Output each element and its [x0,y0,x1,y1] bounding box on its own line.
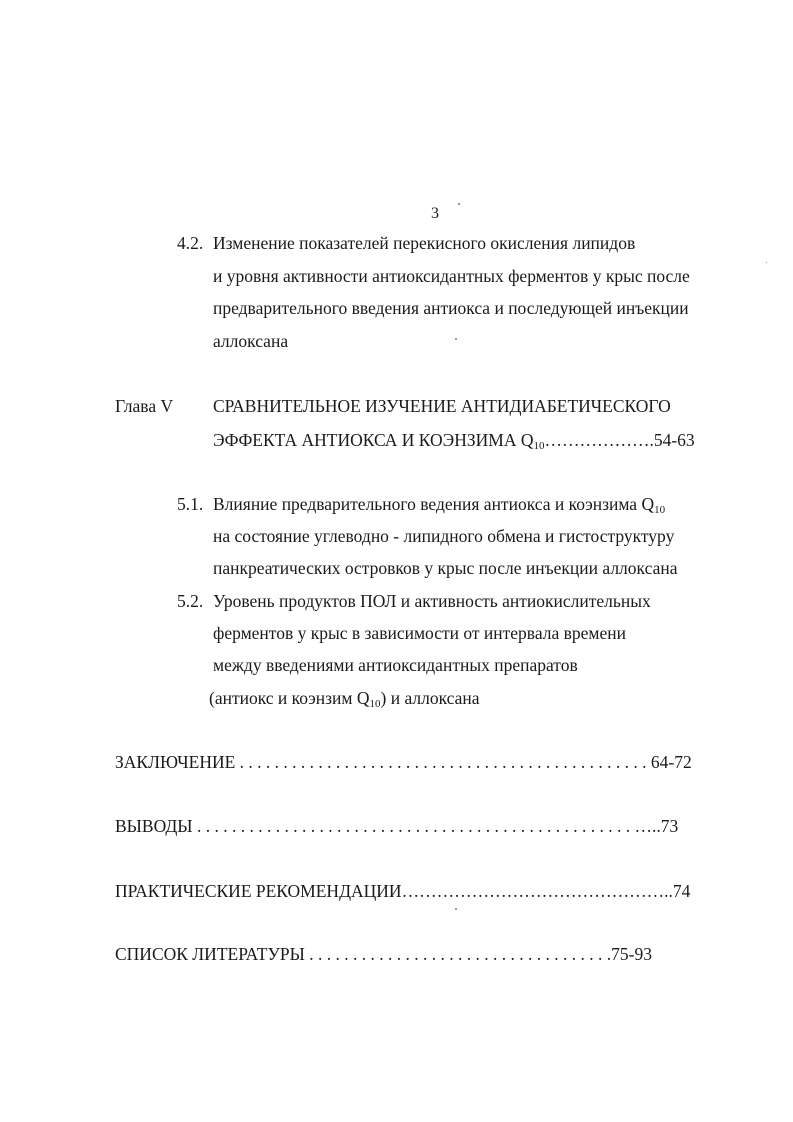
toc-entry-findings [115,818,678,836]
section-5-2-line-4a: (антиокс и коэнзим Q [209,688,370,708]
section-4-2-line-1: Изменение показателей перекисного окисления липидов [213,233,636,253]
section-5-1-line-1 [213,496,665,516]
chapter-5-subscript: 10 [533,440,545,452]
toc-entry-conclusion [115,754,692,772]
section-5-1-subscript: 10 [654,504,666,516]
page-number: 3 [431,205,439,222]
section-5-2-line-2: ферментов у крыс в зависимости от интервала времени [213,623,626,643]
section-5-2-line-4 [209,690,480,710]
section-5-2-subscript: 10 [369,698,381,710]
toc-dots: . . . . . . . . . . . . . . . . . . . . . . . . . . . . . . . . . . . . . . . . . . . . . . . . . . ….. [192,816,661,836]
section-5-2-line-4b: ) и аллоксана [380,688,480,708]
section-4-2-line-2: и уровня активности антиоксидантных ферментов у крыс после [213,266,690,286]
chapter-5-label: Глава V [115,396,174,416]
scan-speck [455,908,457,910]
section-5-1-line-3: панкреатических островков у крыс после инъекции аллоксана [213,558,678,578]
toc-pages: 73 [660,816,679,836]
section-5-1-line-1-text: Влияние предварительного ведения антиокса и коэнзима Q [213,494,655,514]
chapter-5-title-text: ЭФФЕКТА АНТИОКСА И КОЭНЗИМА Q [213,430,534,450]
section-4-2-line-4: аллоксана [213,331,289,351]
toc-dots: . . . . . . . . . . . . . . . . . . . . . . . . . . . . . . . . . . . . . . . . . . . . . . . [235,752,651,772]
chapter-5-title-line-2 [213,432,695,452]
section-5-1-number: 5.1. [177,494,204,514]
chapter-5-dots: ………………. [544,430,654,450]
toc-pages: 75-93 [611,944,652,964]
chapter-5-pages: 54-63 [653,430,695,450]
scan-speck [458,203,460,205]
toc-dots: . . . . . . . . . . . . . . . . . . . . . . . . . . . . . . . . . . . [304,944,612,964]
toc-title: ЗАКЛЮЧЕНИЕ [115,752,236,772]
toc-title: ПРАКТИЧЕСКИЕ РЕКОМЕНДАЦИИ [115,881,402,901]
section-5-1-line-2: на состояние углеводно - липидного обмена и гистоструктуру [213,526,675,546]
section-4-2-line-3: предварительного введения антиокса и последующей инъекции [213,298,689,318]
section-4-2-number: 4.2. [177,233,204,253]
section-5-2-number: 5.2. [177,591,204,611]
chapter-5-title-line-1: СРАВНИТЕЛЬНОЕ ИЗУЧЕНИЕ АНТИДИАБЕТИЧЕСКОГО [213,396,671,416]
toc-entry-references [115,946,652,964]
toc-pages: 64-72 [650,752,692,772]
scan-speck [766,262,767,263]
toc-title: СПИСОК ЛИТЕРАТУРЫ [115,944,305,964]
toc-entry-recommendations [115,883,690,901]
toc-dots: ……………………………………….. [401,881,673,901]
section-5-2-line-3: между введениями антиоксидантных препаратов [213,655,578,675]
section-5-2-line-1: Уровень продуктов ПОЛ и активность антиокислительных [213,591,651,611]
toc-pages: 74 [672,881,691,901]
toc-title: ВЫВОДЫ [115,816,193,836]
scan-speck [455,338,457,340]
